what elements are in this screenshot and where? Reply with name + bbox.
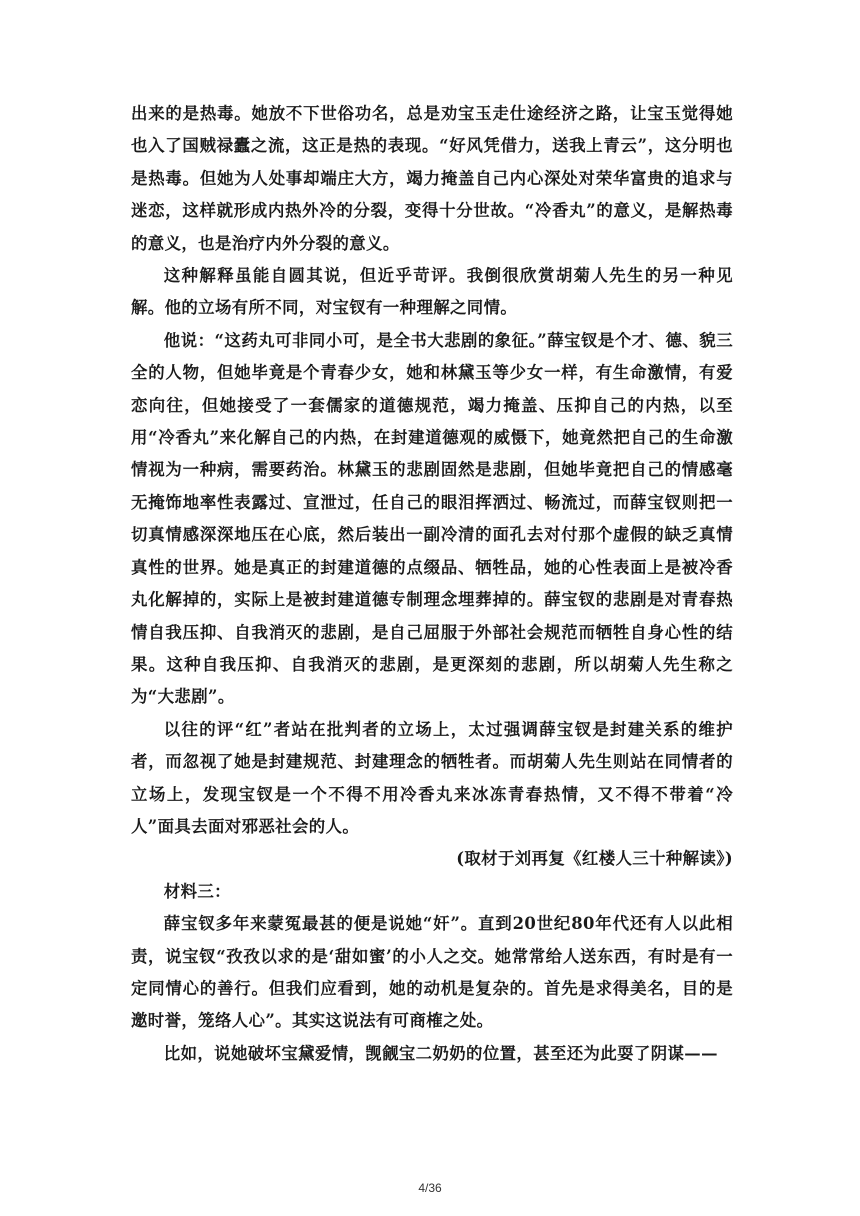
paragraph-4: 以往的评“红”者站在批判者的立场上，太过强调薛宝钗是封建关系的维护者，而忽视了她是封建规范、封建理念的牺牲者。而胡菊人先生则站在同情者的立场上，发现宝钗是一个不得不用冷香丸来冰冻青春热情，又不得不带着“冷人”面具去面对邪恶社会的人。 bbox=[131, 719, 733, 836]
source-citation: (取材于刘再复《红楼人三十种解读》) bbox=[456, 849, 733, 869]
document-page bbox=[131, 98, 733, 1070]
paragraph-1: 出来的是热毒。她放不下世俗功名，总是劝宝玉走仕途经济之路，让宝玉觉得她也入了国贼禄蠹之流，这正是热的表现。“好风凭借力，送我上青云”，这分明也是热毒。但她为人处事却端庄大方，竭力掩盖自己内心深处对荣华富贵的追求与迷恋，这样就形成内热外冷的分裂，变得十分世故。“冷香丸”的意义，是解热毒的意义，也是治疗内外分裂的意义。 bbox=[131, 104, 733, 253]
paragraph-5: 薛宝钗多年来蒙冤最甚的便是说她“奸”。直到20世纪80年代还有人以此相责，说宝钗“孜孜以求的是‘甜如蜜’的小人之交。她常常给人送东西，有时是有一定同情心的善行。但我们应看到，她的动机是复杂的。首先是求得美名，目的是邀时誉，笼络人心”。其实这说法有可商榷之处。 bbox=[131, 914, 733, 1031]
paragraph-6: 比如，说她破坏宝黛爱情，觊觎宝二奶奶的位置，甚至还为此耍了阴谋—— bbox=[163, 1043, 718, 1063]
section-heading: 材料三： bbox=[163, 881, 231, 901]
paragraph-2: 这种解释虽能自圆其说，但近乎苛评。我倒很欣赏胡菊人先生的另一种见解。他的立场有所不同，对宝钗有一种理解之同情。 bbox=[131, 266, 733, 318]
page-number: 4/36 bbox=[418, 1181, 442, 1195]
paragraph-3: 他说：“这药丸可非同小可，是全书大悲剧的象征。”薛宝钗是个才、德、貌三全的人物，但她毕竟是个青春少女，她和林黛玉等少女一样，有生命激情，有爱恋向往，但她接受了一套儒家的道德规范，竭力掩盖、压抑自己的内热，以至用“冷香丸”来化解自己的内热，在封建道德观的威慑下，她竟然把自己的生命激情视为一种病，需要药治。林黛玉的悲剧固然是悲剧，但她毕竟把自己的情感毫无掩饰地率性表露过、宣泄过，任自己的眼泪挥洒过、畅流过，而薛宝钗则把一切真情感深深地压在心底，然后装出一副冷清的面孔去对付那个虚假的缺乏真情真性的世界。她是真正的封建道德的点缀品、牺牲品，她的心性表面上是被冷香丸化解掉的，实际上是被封建道德专制理念埋葬掉的。薛宝钗的悲剧是对青春热情自我压抑、自我消灭的悲剧，是自己屈服于外部社会规范而牺牲自身心性的结果。这种自我压抑、自我消灭的悲剧，是更深刻的悲剧，所以胡菊人先生称之为“大悲剧”。 bbox=[131, 330, 733, 707]
